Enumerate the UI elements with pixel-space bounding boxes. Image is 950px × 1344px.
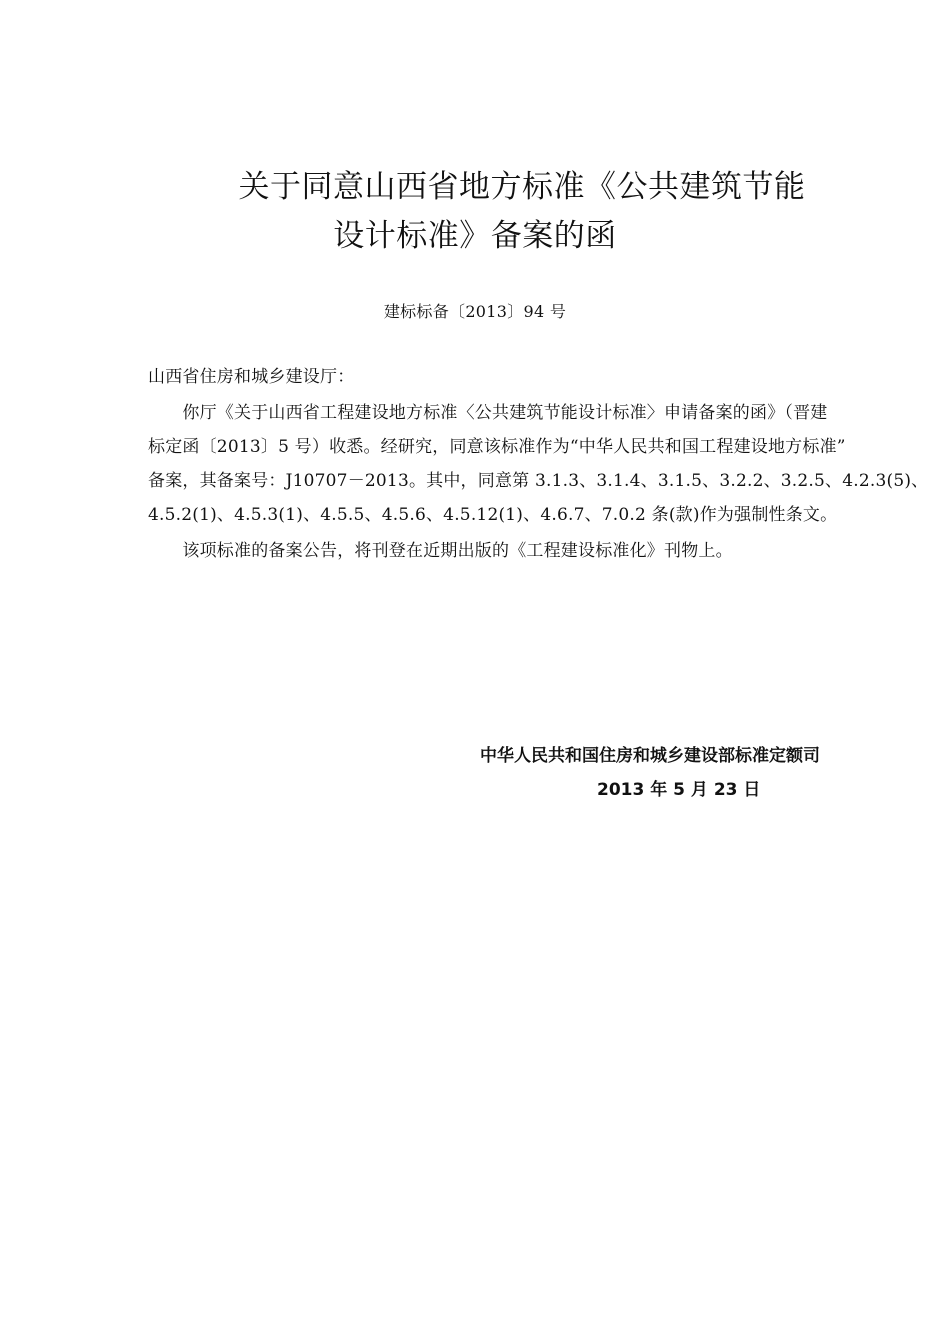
- paragraph-1-line-4: 4.5.2(1)、4.5.3(1)、4.5.5、4.5.6、4.5.12(1)、4.6.7、7.0.2 条(款)作为强制性条文。: [148, 505, 838, 525]
- paragraph-1-line-1: 你厅《关于山西省工程建设地方标准〈公共建筑节能设计标准〉申请备案的函》（晋建: [148, 403, 828, 423]
- paragraph-1-line-3: 备案，其备案号：J10707－2013。其中，同意第 3.1.3、3.1.4、3.1.5、3.2.2、3.2.5、4.2.3(5)、: [148, 471, 929, 491]
- document-title-line-1: 关于同意山西省地方标准《公共建筑节能: [238, 169, 806, 205]
- document-number: 建标标备〔2013〕94 号: [383, 302, 567, 321]
- salutation: 山西省住房和城乡建设厅：: [148, 367, 355, 387]
- signature-organization: 中华人民共和国住房和城乡建设部标准定额司: [480, 746, 820, 766]
- paragraph-2: 该项标准的备案公告，将刊登在近期出版的《工程建设标准化》刊物上。: [148, 541, 733, 561]
- signature-date: 2013 年 5 月 23 日: [597, 780, 761, 800]
- paragraph-1-line-2: 标定函〔2013〕5 号）收悉。经研究，同意该标准作为“中华人民共和国工程建设地方标准”: [148, 437, 846, 457]
- document-title-line-2: 设计标准》备案的函: [333, 218, 617, 254]
